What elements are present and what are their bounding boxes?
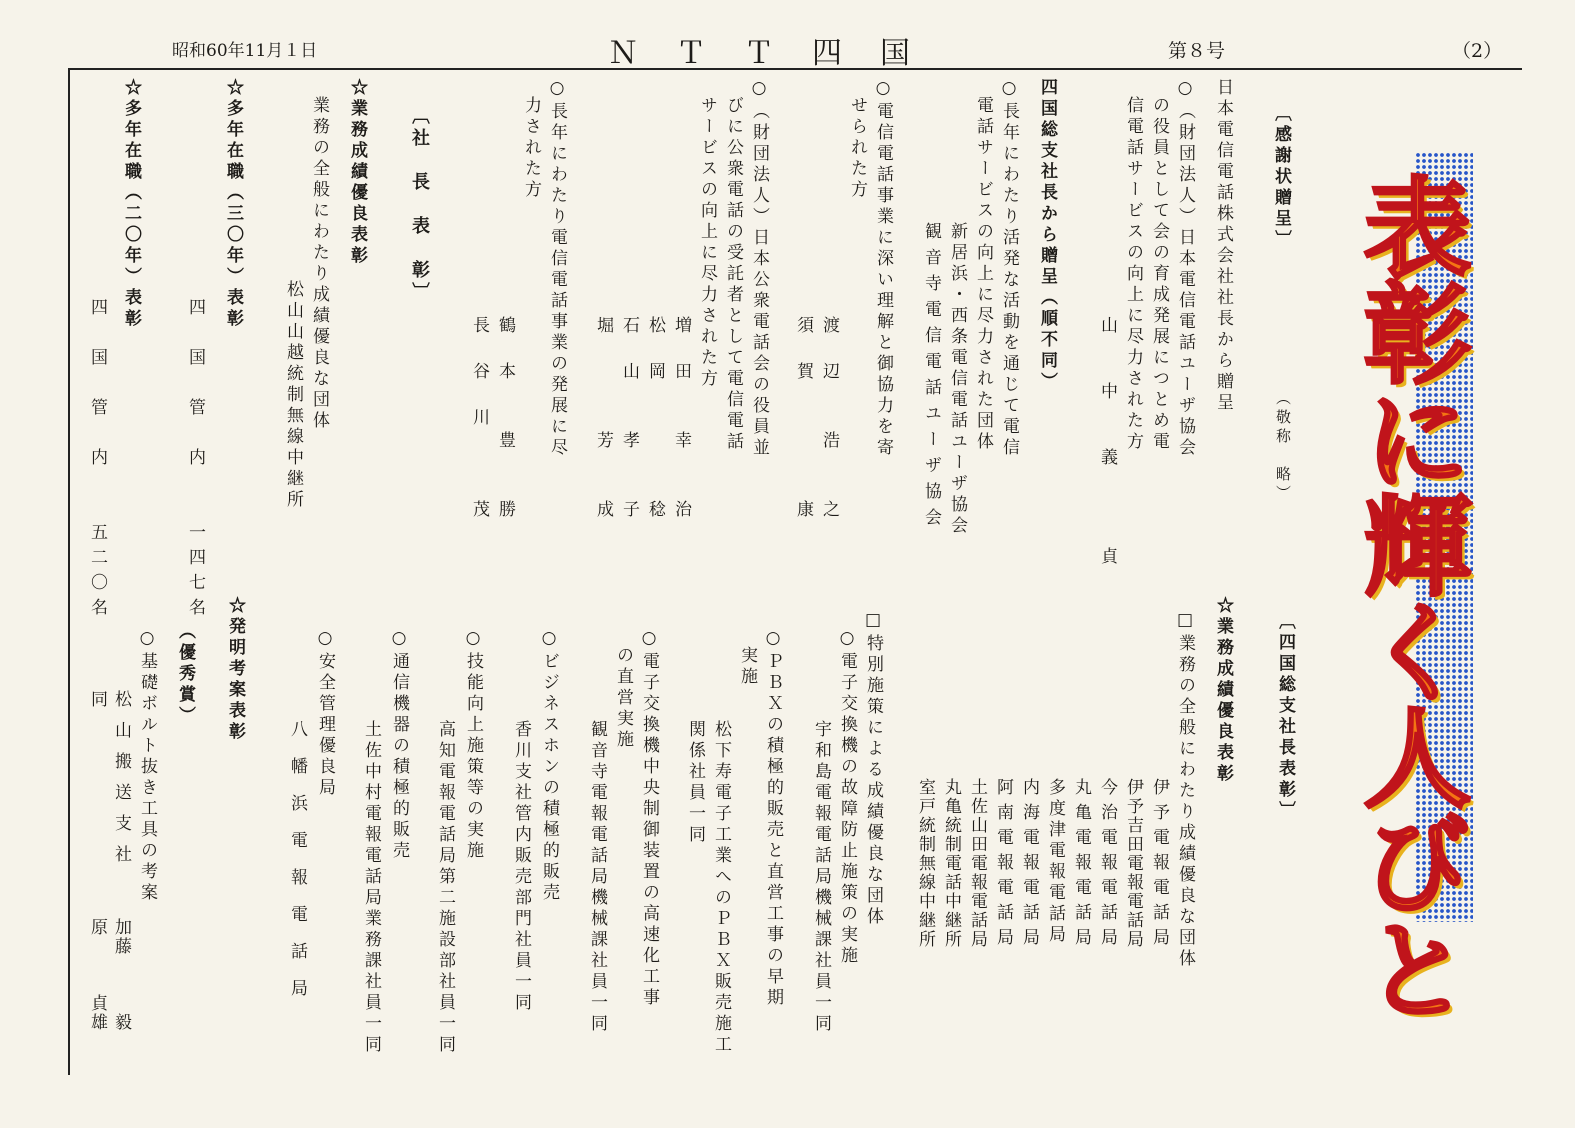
special-title: □特別施策による成績優良な団体: [863, 610, 883, 928]
org-item: 今治電報電話局: [1097, 778, 1117, 953]
lower-gyomu-line1: □業務の全般にわたり成績優良な団体: [1175, 610, 1195, 970]
invention-name2: 原 貞雄: [87, 918, 107, 1032]
item1-name: 山 中 義 貞: [1097, 316, 1117, 580]
item3-line2: せられた方: [847, 96, 867, 201]
special-item6: ○通信機器の積極的販売: [389, 628, 409, 862]
special-org2-line2: 関係社員一同: [685, 720, 705, 846]
excellent-prize: （優秀賞）: [175, 622, 195, 727]
zaishoku30-title: ☆多年在職（三〇年）表彰: [223, 78, 243, 330]
special-org5: 高知電報電話局第二施設部社員一同: [435, 720, 455, 1056]
item5-line1: ○長年にわたり電信電話事業の発展に尽: [547, 78, 567, 459]
org-item: 伊予電報電話局: [1149, 778, 1169, 953]
gyomu-line1: 業務の全般にわたり成績優良な団体: [309, 96, 329, 432]
item4-line3: サービスの向上に尽力された方: [697, 96, 717, 390]
from-shikoku-line: 四国総支社長から贈呈（順不同）: [1037, 78, 1057, 393]
invention-org2: 同: [87, 690, 107, 711]
section-shikoku-title: 〔四国総支社長表彰〕: [1275, 612, 1295, 822]
special-org1: 宇和島電報電話局機械課社員一同: [811, 720, 831, 1035]
item5-name1: 鶴 本 豊 勝: [495, 316, 515, 523]
org-item: 丸亀電報電話局: [1071, 778, 1091, 953]
invention-title: ☆発明考案表彰: [225, 596, 245, 743]
zaishoku20-title: ☆多年在職（二〇年）表彰: [121, 78, 141, 330]
item5-line2: 力された方: [521, 96, 541, 201]
issue-date: 昭和60年11月１日: [172, 41, 318, 61]
special-org3: 観音寺電報電話局機械課社員一同: [587, 720, 607, 1035]
gyomu-org: 松山山越統制無線中継所: [283, 280, 303, 511]
president-award-title: 〔社 長 表 彰〕: [409, 106, 430, 304]
item4-line1: ○（財団法人）日本公衆電話会の役員並: [749, 78, 769, 459]
zaishoku20-text: 四 国 管 内 五二〇名: [87, 298, 107, 623]
special-item3-line2: の直営実施: [613, 646, 633, 751]
org-item: 内海電報電話局: [1019, 778, 1039, 953]
publication-title: ＮＴＴ四国: [608, 36, 948, 71]
item2-line1: ○長年にわたり活発な活動を通じて電信: [999, 78, 1019, 459]
special-org6: 土佐中村電報電話局業務課社員一同: [361, 720, 381, 1056]
invention-name1: 加藤 毅: [111, 918, 131, 1032]
special-org7: 八幡浜電報電話局: [287, 720, 307, 1016]
item5-name2: 長 谷 川 茂: [469, 316, 489, 523]
invention-item: ○基礎ボルト抜き工具の考案: [137, 628, 157, 904]
org-item: 室戸統制無線中継所: [915, 778, 935, 949]
lower-gyomu-title: ☆業務成績優良表彰: [1213, 596, 1233, 785]
section-thanks-title: 〔感謝状贈呈〕: [1271, 104, 1291, 251]
headline: 表彰に輝く人びと: [1345, 172, 1470, 1020]
item2-org1: 新居浜・西条電信電話ユーザ協会: [947, 222, 967, 537]
item2-line2: 電話サービスの向上に尽力された団体: [973, 96, 993, 453]
item4-line2: びに公衆電話の受託者として電信電話: [723, 96, 743, 453]
item2-org2: 観音寺電信電話ユーザ協会: [921, 222, 941, 534]
org-item: 阿南電報電話局: [993, 778, 1013, 953]
item1-line2: の役員として会の育成発展につとめ電: [1149, 96, 1169, 453]
item4-name2: 松 岡 稔: [645, 316, 665, 523]
item3-name1: 渡 辺 浩 之: [819, 316, 839, 523]
item4-name1: 増 田 幸 治: [671, 316, 691, 523]
special-org4: 香川支社管内販売部門社員一同: [511, 720, 531, 1014]
special-org2-line1: 松下寿電子工業へのＰＢＸ販売施工: [711, 720, 731, 1056]
from-president-line: 日本電信電話株式会社社長から贈呈: [1213, 78, 1233, 414]
gyomu-title: ☆業務成績優良表彰: [347, 78, 367, 267]
special-item7: ○安全管理優良局: [315, 628, 335, 799]
item3-line1: ○電信電話事業に深い理解と御協力を寄: [873, 78, 893, 459]
org-item: 多度津電報電話局: [1045, 778, 1065, 946]
page-number: （2）: [1452, 40, 1503, 62]
item3-name2: 須 賀 康: [793, 316, 813, 523]
invention-org: 松山搬送支社: [111, 690, 131, 876]
zaishoku30-text: 四 国 管 内 一四七名: [185, 298, 205, 623]
special-item2-line2: 実施: [737, 646, 757, 688]
org-item: 土佐山田電報電話局: [967, 778, 987, 949]
special-item1: ○電子交換機の故障防止施策の実施: [837, 628, 857, 967]
special-item2-line1: ○ＰＢＸの積極的販売と直営工事の早期: [763, 628, 783, 1009]
item1-line1: ○（財団法人）日本電信電話ユーザ協会: [1175, 78, 1195, 459]
item1-line3: 信電話サービスの向上に尽力された方: [1123, 96, 1143, 453]
item4-name4: 堀 芳 成: [593, 316, 613, 523]
issue-number: 第８号: [1168, 40, 1226, 62]
special-item4: ○ビジネスホンの積極的販売: [539, 628, 559, 904]
org-item: 丸亀統制電話中継所: [941, 778, 961, 949]
honorific-note: （敬称 略）: [1274, 390, 1292, 504]
special-item5: ○技能向上施策等の実施: [463, 628, 483, 862]
item4-name3: 石 山 孝 子: [619, 316, 639, 523]
special-item3-line1: ○電子交換機中央制御装置の高速化工事: [639, 628, 659, 1009]
org-item: 伊予吉田電報電話局: [1123, 778, 1143, 949]
